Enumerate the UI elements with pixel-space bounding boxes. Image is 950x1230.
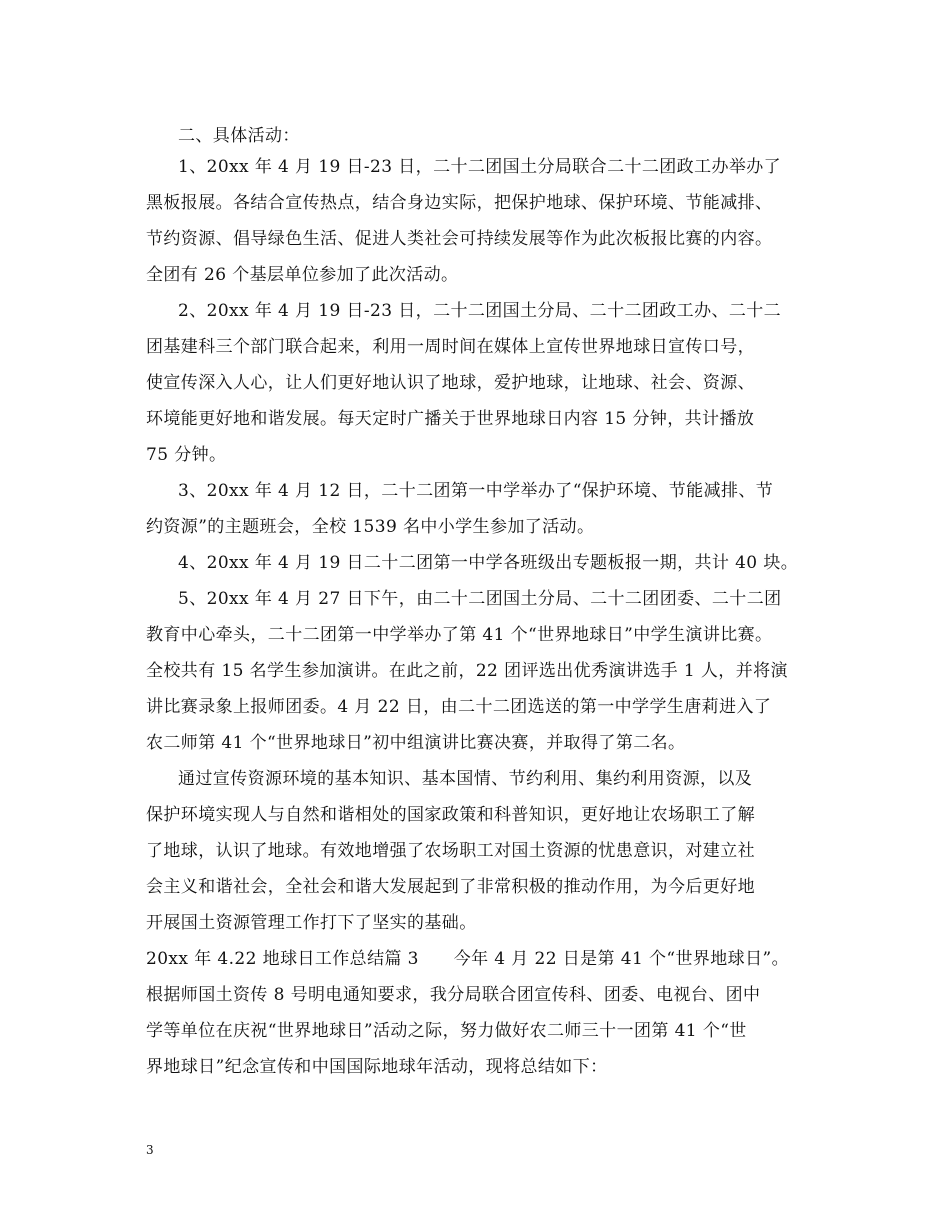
text-line: 5、20xx 年 4 月 27 日下午，由二十二团国土分局、二十二团团委、二十二团 [178,589,782,609]
text-line: 教育中心牵头，二十二团第一中学举办了第 41 个“世界地球日”中学生演讲比赛。 [146,625,773,645]
text-line: 节约资源、倡导绿色生活、促进人类社会可持续发展等作为此次板报比赛的内容。 [146,229,773,249]
text-line: 农二师第 41 个“世界地球日”初中组演讲比赛决赛，并取得了第二名。 [146,733,686,753]
text-line: 环境能更好地和谐发展。每天定时广播关于世界地球日内容 15 分钟，共计播放 [146,409,755,429]
text-line: 全团有 26 个基层单位参加了此次活动。 [146,265,459,285]
text-line: 通过宣传资源环境的基本知识、基本国情、节约利用、集约利用资源，以及 [178,769,753,789]
text-line: 界地球日”纪念宣传和中国国际地球年活动，现将总结如下： [146,1057,608,1077]
text-line: 讲比赛录象上报师团委。4 月 22 日，由二十二团选送的第一中学学生唐莉进入了 [146,697,772,717]
text-line: 3、20xx 年 4 月 12 日，二十二团第一中学举办了“保护环境、节能减排、节 [178,481,774,501]
text-line: 二、具体活动： [178,126,300,146]
text-line: 2、20xx 年 4 月 19 日-23 日，二十二团国土分局、二十二团政工办、二十二 [178,301,782,321]
text-line: 根据师国土资传 8 号明电通知要求，我分局联合团宣传科、团委、电视台、团中 [146,985,761,1005]
page-number: 3 [146,1143,154,1157]
text-line: 1、20xx 年 4 月 19 日-23 日，二十二团国土分局联合二十二团政工办举办了 [178,157,782,177]
text-line: 全校共有 15 名学生参加演讲。在此之前，22 团评选出优秀演讲选手 1 人，并将演 [146,661,788,681]
text-line: 了地球，认识了地球。有效地增强了农场职工对国土资源的忧患意识，对建立社 [146,841,755,861]
text-line: 黑板报展。各结合宣传热点，结合身边实际，把保护地球、保护环境、节能减排、 [146,193,773,213]
text-line: 团基建科三个部门联合起来，利用一周时间在媒体上宣传世界地球日宣传口号， [146,337,755,357]
text-line: 4、20xx 年 4 月 19 日二十二团第一中学各班级出专题板报一期，共计 40 块。 [178,553,799,573]
text-line: 使宣传深入人心，让人们更好地认识了地球，爱护地球，让地球、社会、资源、 [146,373,755,393]
text-line: 20xx 年 4.22 地球日工作总结篇 3 今年 4 月 22 日是第 41 个“世界地球日”。 [146,949,789,969]
text-line: 学等单位在庆祝“世界地球日”活动之际，努力做好农二师三十一团第 41 个“世 [146,1021,747,1041]
text-line: 约资源”的主题班会，全校 1539 名中小学生参加了活动。 [146,517,595,537]
text-line: 开展国土资源管理工作打下了坚实的基础。 [146,913,477,933]
text-line: 保护环境实现人与自然和谐相处的国家政策和科普知识，更好地让农场职工了解 [146,805,755,825]
text-line: 75 分钟。 [146,445,227,465]
text-line: 会主义和谐社会，全社会和谐大发展起到了非常积极的推动作用，为今后更好地 [146,877,755,897]
